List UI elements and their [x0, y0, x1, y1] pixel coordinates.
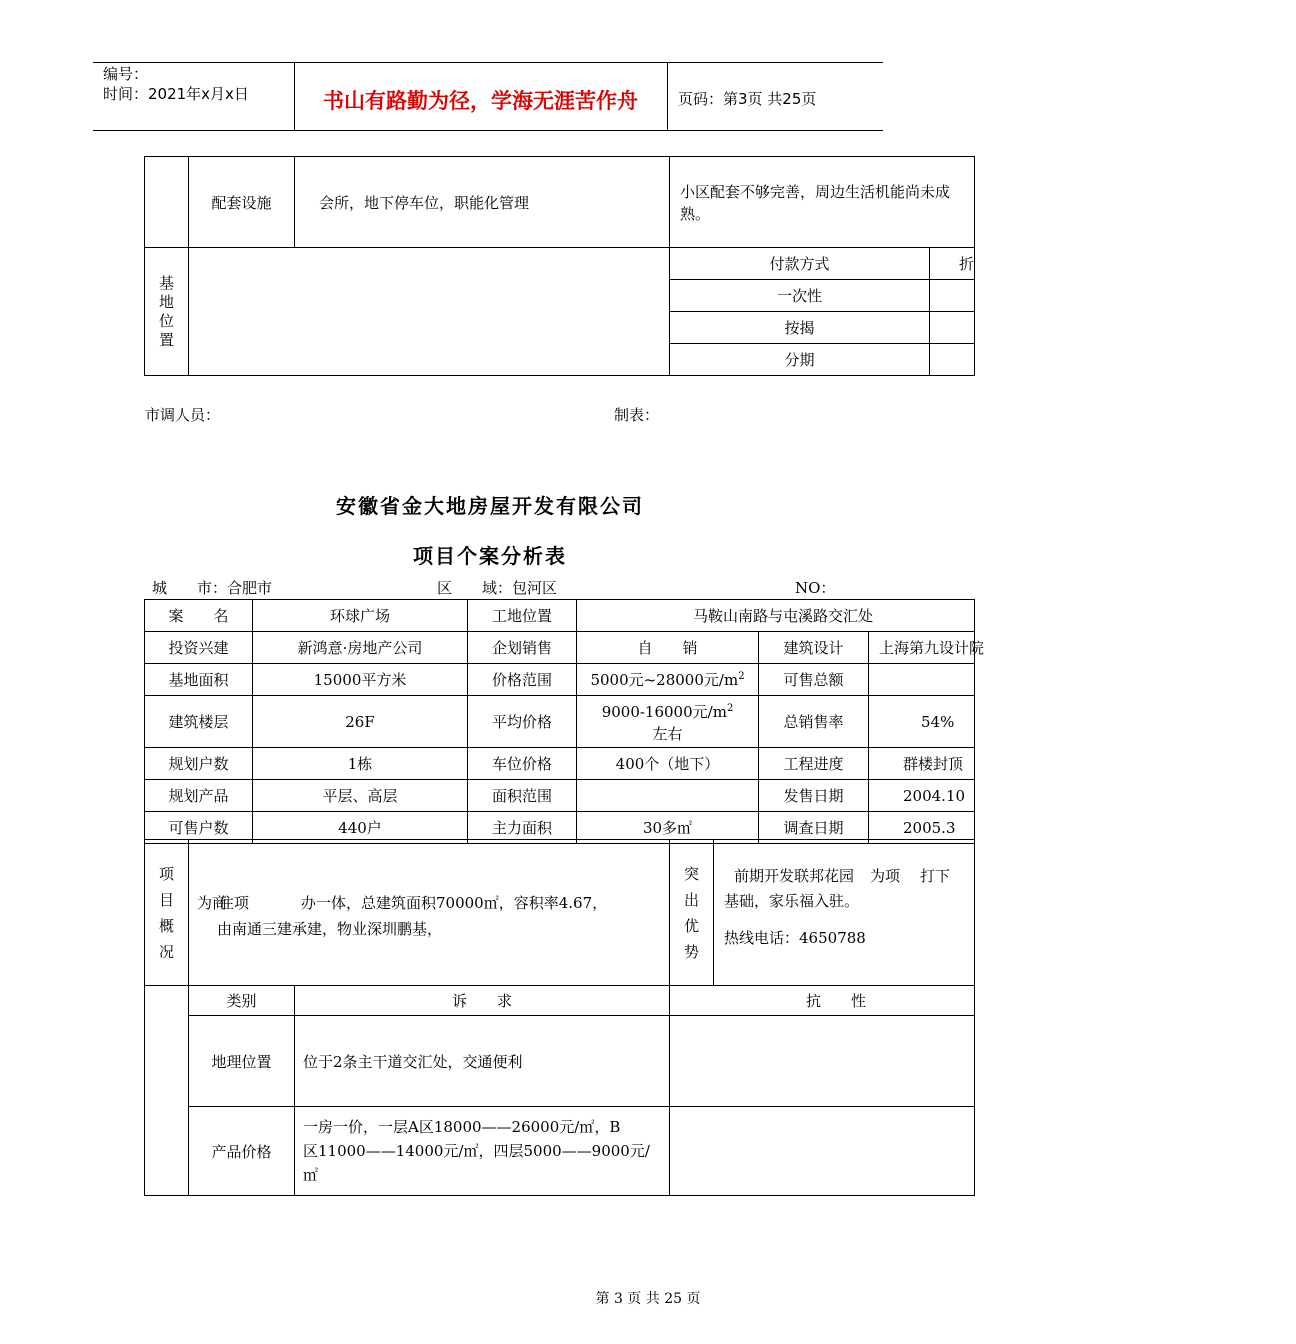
info-label: 建筑设计	[759, 632, 869, 664]
info-label: 平均价格	[468, 696, 577, 748]
overview-text: 办一体，总建筑面积70000㎡，容积率4.67，	[301, 894, 608, 912]
facility-con: 小区配套不够完善，周边生活机能尚未成熟。	[670, 157, 975, 248]
info-label: 基地面积	[145, 664, 253, 696]
meta-no: NO：	[795, 579, 836, 597]
info-value: 2005.3	[869, 812, 975, 844]
advantage-text: 基础，家乐福入驻。	[724, 892, 860, 910]
info-label: 工程进度	[759, 748, 869, 780]
payment-row-blank	[930, 312, 975, 344]
info-label: 建筑楼层	[145, 696, 253, 748]
info-value: 2004.10	[869, 780, 975, 812]
info-table	[144, 599, 985, 844]
info-value: 5000元~28000元$/m^2$	[577, 664, 759, 696]
info-value: 400个（地下）	[577, 748, 759, 780]
info-label: 可售总额	[759, 664, 869, 696]
info-label: 企划销售	[468, 632, 577, 664]
header-bottom-rule	[93, 130, 883, 131]
avg-price-text: 9000-16000元/m	[601, 703, 727, 721]
price-pro-text: 一房一价，一层A区18000——26000元/㎡，B	[303, 1118, 621, 1136]
info-value: 群楼封顶	[869, 748, 975, 780]
payment-row-blank	[930, 344, 975, 376]
advantage-label	[670, 840, 714, 986]
price-pro	[295, 1107, 670, 1196]
info-value: 平层、高层	[253, 780, 468, 812]
info-label: 面积范围	[468, 780, 577, 812]
price-pro-text: 区11000——14000元/㎡，四层5000——9000元/	[303, 1142, 650, 1160]
continued-table	[144, 156, 975, 376]
advantage-text: 前期开发联邦花园	[734, 867, 855, 885]
form-title: 项目个案分析表	[413, 544, 567, 568]
meta-city: 城 市：合肥市	[152, 579, 273, 597]
info-value	[869, 664, 975, 696]
location-label: 地理位置	[189, 1016, 295, 1107]
price-label: 产品价格	[189, 1107, 295, 1196]
overview-text: 为商	[197, 894, 228, 912]
info-label: 规划产品	[145, 780, 253, 812]
payment-header-cut: 折	[930, 248, 975, 280]
header-top-rule	[93, 62, 883, 63]
info-label: 调查日期	[759, 812, 869, 844]
info-value: 30多㎡	[577, 812, 759, 844]
payment-header: 付款方式	[670, 248, 930, 280]
location-pro: 位于2条主干道交汇处，交通便利	[295, 1016, 670, 1107]
overview-label	[145, 840, 189, 986]
advantage-content	[714, 840, 975, 986]
header-motto: 书山有路勤为径，学海无涯苦作舟	[323, 89, 638, 113]
payment-row: 一次性	[670, 280, 930, 312]
overview-text: 住项	[219, 894, 250, 912]
page-footer: 第 3 页 共 25 页	[595, 1291, 701, 1307]
info-value: 440户	[253, 812, 468, 844]
info-value	[577, 780, 759, 812]
company-title: 安徽省金大地房屋开发有限公司	[336, 494, 644, 518]
info-value: 54%	[869, 696, 975, 748]
site-label-text: 基地位置	[158, 273, 174, 349]
advantage-text: 打下	[920, 867, 951, 885]
facility-pro: 会所，地下停车位，职能化管理	[295, 157, 670, 248]
advantage-text: 热线电话：4650788	[724, 929, 866, 947]
info-value: 新鸿意·房地产公司	[253, 632, 468, 664]
payment-row-blank	[930, 280, 975, 312]
info-label: 案 名	[145, 600, 253, 632]
header-divider-2	[667, 62, 668, 131]
facility-label: 配套设施	[189, 157, 295, 248]
maker-label: 制表：	[614, 406, 660, 424]
info-label: 车位价格	[468, 748, 577, 780]
blank-cell	[145, 157, 189, 248]
payment-row: 分期	[670, 344, 930, 376]
info-label: 价格范围	[468, 664, 577, 696]
info-value: 环球广场	[253, 600, 468, 632]
info-value: 上海第九设计院	[869, 632, 975, 664]
overview-text: 由南通三建承建，物业深圳鹏基，	[217, 920, 443, 938]
info-value: 马鞍山南路与屯溪路交汇处	[577, 600, 975, 632]
header-left	[103, 64, 249, 104]
info-label: 发售日期	[759, 780, 869, 812]
site-label	[145, 248, 189, 376]
analysis-header-pro: 诉 求	[295, 986, 670, 1016]
info-label: 可售户数	[145, 812, 253, 844]
info-label: 投资兴建	[145, 632, 253, 664]
surveyor-label: 市调人员：	[145, 406, 221, 424]
overview-label-text: 项目概况	[158, 864, 174, 961]
advantage-label-text: 突出优势	[684, 864, 700, 961]
location-con	[670, 1016, 975, 1107]
header-page-code: 页码：第3页 共25页	[678, 90, 817, 108]
price-range-text: 5000元~28000元/m	[590, 671, 739, 689]
overview-content	[189, 840, 670, 986]
analysis-header-con: 抗 性	[670, 986, 975, 1016]
info-label: 主力面积	[468, 812, 577, 844]
avg-price-suffix: 左右	[652, 725, 683, 743]
info-value: 1栋	[253, 748, 468, 780]
site-content	[189, 248, 670, 376]
info-value: 9000-16000元$/m^2$ 左右	[577, 696, 759, 748]
payment-row: 按揭	[670, 312, 930, 344]
blank-cell	[145, 986, 189, 1196]
info-value: 26F	[253, 696, 468, 748]
advantage-text: 为项	[870, 867, 901, 885]
document-number-label: 编号：	[103, 65, 149, 83]
document-time-label: 时间：2021年x月x日	[103, 85, 249, 103]
price-pro-text: ㎡	[303, 1166, 319, 1184]
analysis-header-type: 类别	[189, 986, 295, 1016]
info-value: 自 销	[577, 632, 759, 664]
info-label: 规划户数	[145, 748, 253, 780]
info-label: 总销售率	[759, 696, 869, 748]
info-label: 工地位置	[468, 600, 577, 632]
meta-district: 区 域：包河区	[437, 579, 558, 597]
overview-table	[144, 839, 975, 1196]
price-con	[670, 1107, 975, 1196]
info-value: 15000平方米	[253, 664, 468, 696]
